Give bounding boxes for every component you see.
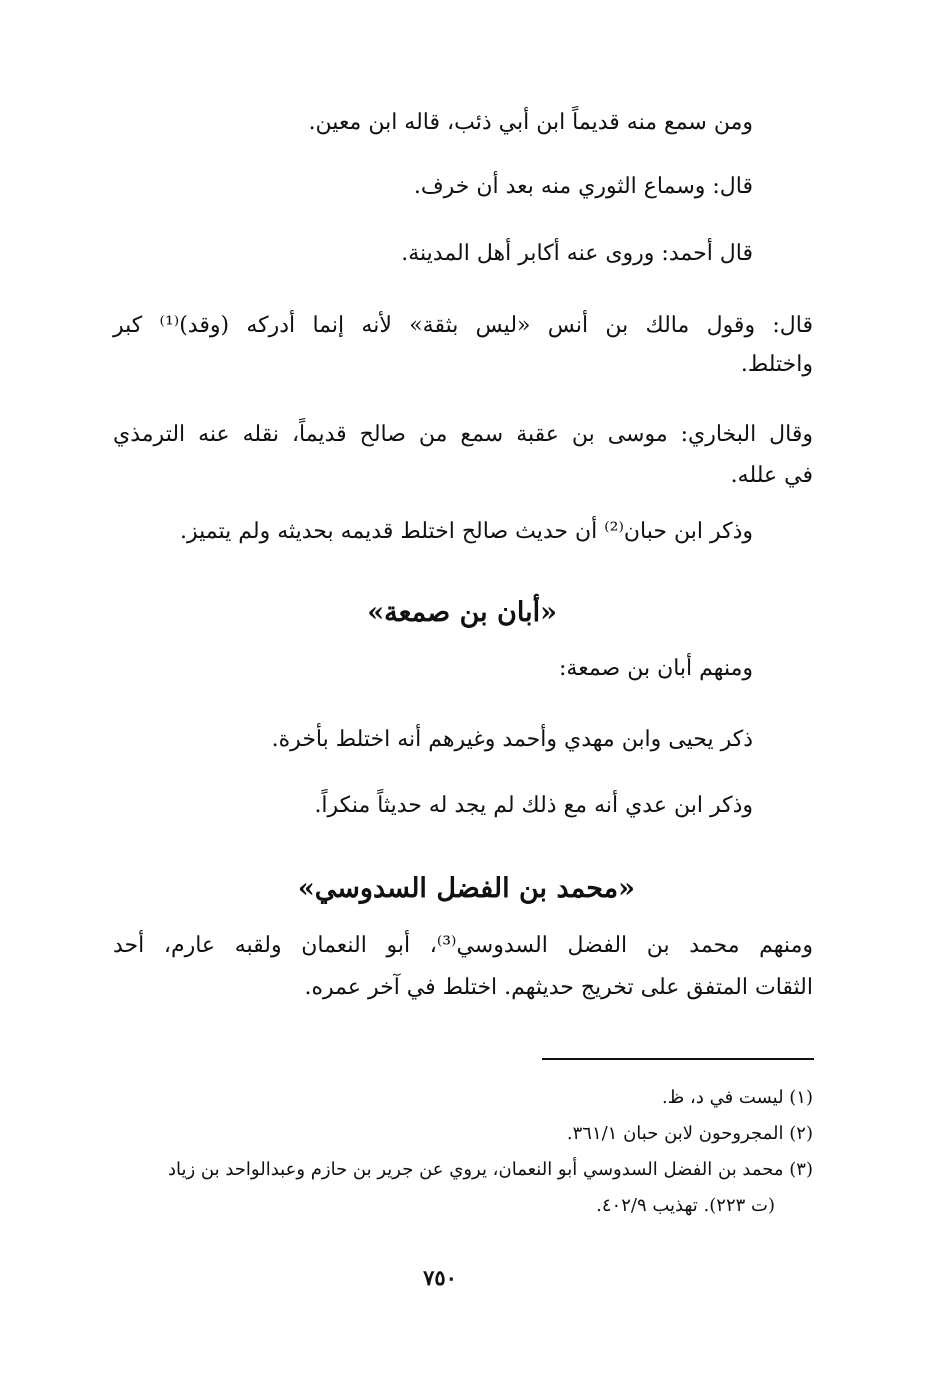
- text-line: ومنهم أبان بن صمعة:: [559, 656, 753, 681]
- text-line: ومن سمع منه قديماً ابن أبي ذئب، قاله ابن معين.: [308, 110, 753, 135]
- page-number: ٧٥٠: [423, 1265, 457, 1290]
- text-line: الثقات المتفق على تخريج حديثهم. اختلط في آخر عمره.: [304, 975, 813, 1000]
- text-line: قال أحمد: وروى عنه أكابر أهل المدينة.: [401, 241, 753, 266]
- text-line: قال: وقول مالك بن أنس «ليس بثقة» لأنه إنما أدركه (وقد)⁽¹⁾ كبر: [113, 313, 813, 338]
- text-line: قال: وسماع الثوري منه بعد أن خرف.: [413, 174, 753, 199]
- footnote: (٣) محمد بن الفضل السدوسي أبو النعمان، يروي عن جرير بن حازم وعبدالواحد بن زياد: [168, 1159, 813, 1180]
- text-line: ومنهم محمد بن الفضل السدوسي⁽³⁾، أبو النعمان ولقبه عارم، أحد: [113, 933, 813, 958]
- section-heading: «محمد بن الفضل السدوسي»: [297, 873, 635, 904]
- text-line: في علله.: [730, 463, 813, 488]
- text-line: وقال البخاري: موسى بن عقبة سمع من صالح قديماً، نقله عنه الترمذي: [113, 422, 813, 447]
- footnote: (١) ليست في د، ظ.: [661, 1087, 813, 1108]
- text-line: واختلط.: [740, 352, 813, 377]
- footnote: (ت ٢٢٣). تهذيب ٤٠٢/٩.: [596, 1195, 775, 1216]
- text-line: وذكر ابن عدي أنه مع ذلك لم يجد له حديثاً منكراً.: [314, 793, 753, 818]
- section-heading: «أبان بن صمعة»: [367, 597, 557, 628]
- footnote-separator: [542, 1058, 814, 1060]
- footnote: (٢) المجروحون لابن حبان ٣٦١/١.: [566, 1123, 813, 1144]
- text-line: وذكر ابن حبان⁽²⁾ أن حديث صالح اختلط قديمه بحديثه ولم يتميز.: [180, 519, 753, 544]
- text-line: ذكر يحيى وابن مهدي وأحمد وغيرهم أنه اختلط بأخرة.: [271, 727, 753, 752]
